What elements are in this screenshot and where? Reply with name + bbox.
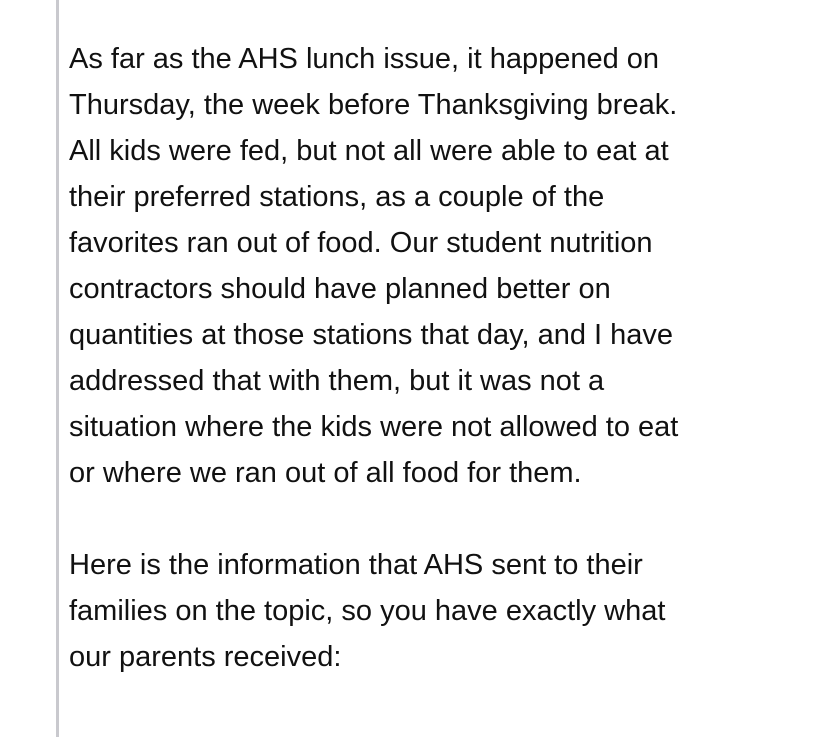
text-line: As far as the AHS lunch issue, it happened on	[69, 43, 660, 75]
text-line: contractors should have planned better on	[69, 273, 611, 305]
text-line: their preferred stations, as a couple of the	[69, 181, 605, 213]
quote-bar	[56, 0, 59, 737]
text-line: families on the topic, so you have exactly what	[69, 595, 666, 627]
paragraph-lunch-issue	[69, 36, 799, 496]
text-line: situation where the kids were not allowed to eat	[69, 411, 679, 443]
text-line: Here is the information that AHS sent to their	[69, 549, 643, 581]
text-line: All kids were fed, but not all were able to eat at	[69, 135, 669, 167]
text-line: quantities at those stations that day, and I have	[69, 319, 674, 351]
text-line: our parents received:	[69, 641, 342, 673]
text-line: addressed that with them, but it was not a	[69, 365, 605, 397]
paragraph-ahs-information	[69, 542, 799, 680]
text-line: favorites ran out of food. Our student nutrition	[69, 227, 653, 259]
text-line: Thursday, the week before Thanksgiving break.	[69, 89, 678, 121]
text-line: or where we ran out of all food for them.	[69, 457, 582, 489]
email-body	[69, 36, 799, 680]
